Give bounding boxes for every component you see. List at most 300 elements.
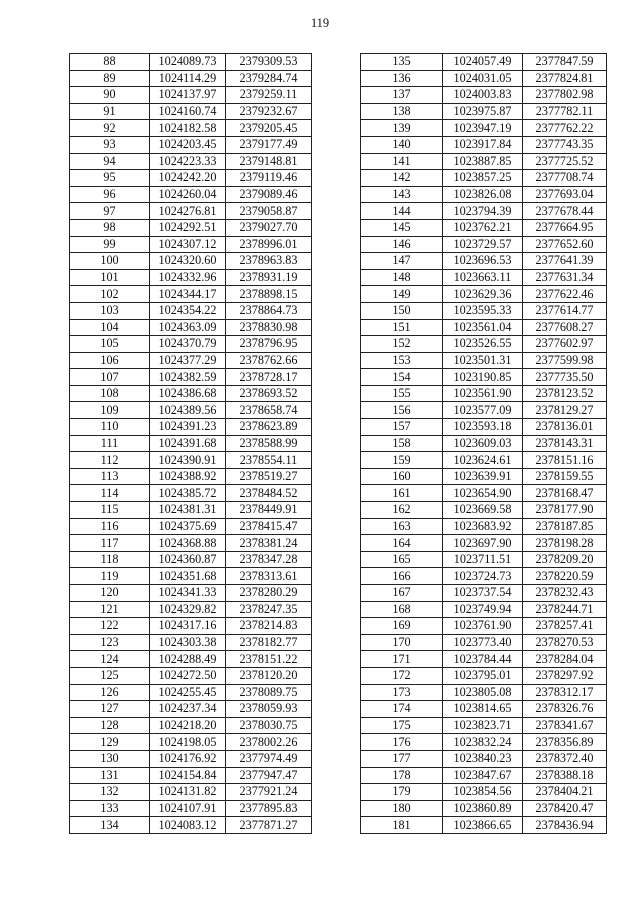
x-coordinate-cell: 1024288.49: [150, 651, 226, 668]
point-number-cell: 88: [70, 54, 150, 71]
x-coordinate-cell: 1024276.81: [150, 203, 226, 220]
table-row: [70, 419, 312, 436]
y-coordinate-cell: 2378159.55: [523, 468, 607, 485]
point-number-cell: 168: [361, 601, 443, 618]
x-coordinate-cell: 1024391.23: [150, 419, 226, 436]
point-number-cell: 149: [361, 286, 443, 303]
y-coordinate-cell: 2378270.53: [523, 634, 607, 651]
x-coordinate-cell: 1023629.36: [443, 286, 523, 303]
point-number-cell: 106: [70, 352, 150, 369]
point-number-cell: 156: [361, 402, 443, 419]
point-number-cell: 176: [361, 734, 443, 751]
x-coordinate-cell: 1023866.65: [443, 817, 523, 834]
y-coordinate-cell: 2378151.22: [226, 651, 312, 668]
table-row: [70, 601, 312, 618]
table-row: [70, 634, 312, 651]
table-row: [361, 800, 607, 817]
x-coordinate-cell: 1023761.90: [443, 618, 523, 635]
x-coordinate-cell: 1024203.45: [150, 136, 226, 153]
point-number-cell: 162: [361, 502, 443, 519]
y-coordinate-cell: 2378326.76: [523, 701, 607, 718]
x-coordinate-cell: 1023577.09: [443, 402, 523, 419]
y-coordinate-cell: 2378151.16: [523, 452, 607, 469]
y-coordinate-cell: 2377631.34: [523, 269, 607, 286]
point-number-cell: 172: [361, 667, 443, 684]
table-row: [70, 236, 312, 253]
y-coordinate-cell: 2378177.90: [523, 502, 607, 519]
x-coordinate-cell: 1023794.39: [443, 203, 523, 220]
y-coordinate-cell: 2378762.66: [226, 352, 312, 369]
table-row: [361, 585, 607, 602]
y-coordinate-cell: 2377652.60: [523, 236, 607, 253]
point-number-cell: 167: [361, 585, 443, 602]
point-number-cell: 104: [70, 319, 150, 336]
y-coordinate-cell: 2378588.99: [226, 435, 312, 452]
x-coordinate-cell: 1024089.73: [150, 54, 226, 71]
table-row: [361, 369, 607, 386]
table-row: [70, 750, 312, 767]
point-number-cell: 181: [361, 817, 443, 834]
x-coordinate-cell: 1023857.25: [443, 170, 523, 187]
y-coordinate-cell: 2378198.28: [523, 535, 607, 552]
y-coordinate-cell: 2377847.59: [523, 54, 607, 71]
x-coordinate-cell: 1024223.33: [150, 153, 226, 170]
point-number-cell: 157: [361, 419, 443, 436]
table-row: [70, 70, 312, 87]
x-coordinate-cell: 1023711.51: [443, 551, 523, 568]
y-coordinate-cell: 2378519.27: [226, 468, 312, 485]
table-row: [361, 236, 607, 253]
y-coordinate-cell: 2378404.21: [523, 784, 607, 801]
table-row: [361, 103, 607, 120]
table-row: [70, 319, 312, 336]
y-coordinate-cell: 2378415.47: [226, 518, 312, 535]
table-row: [361, 468, 607, 485]
point-number-cell: 144: [361, 203, 443, 220]
x-coordinate-cell: 1023854.56: [443, 784, 523, 801]
point-number-cell: 97: [70, 203, 150, 220]
x-coordinate-cell: 1024107.91: [150, 800, 226, 817]
table-row: [70, 568, 312, 585]
table-row: [361, 701, 607, 718]
table-row: [70, 701, 312, 718]
x-coordinate-cell: 1024031.05: [443, 70, 523, 87]
x-coordinate-cell: 1024351.68: [150, 568, 226, 585]
y-coordinate-cell: 2377802.98: [523, 87, 607, 104]
point-number-cell: 133: [70, 800, 150, 817]
y-coordinate-cell: 2377641.39: [523, 253, 607, 270]
y-coordinate-cell: 2377974.49: [226, 750, 312, 767]
table-row: [361, 551, 607, 568]
point-number-cell: 101: [70, 269, 150, 286]
x-coordinate-cell: 1024114.29: [150, 70, 226, 87]
x-coordinate-cell: 1023669.58: [443, 502, 523, 519]
coordinates-table-left: [69, 53, 312, 834]
table-row: [70, 502, 312, 519]
y-coordinate-cell: 2378484.52: [226, 485, 312, 502]
x-coordinate-cell: 1023749.94: [443, 601, 523, 618]
point-number-cell: 163: [361, 518, 443, 535]
x-coordinate-cell: 1024218.20: [150, 717, 226, 734]
x-coordinate-cell: 1024176.92: [150, 750, 226, 767]
y-coordinate-cell: 2377762.22: [523, 120, 607, 137]
point-number-cell: 173: [361, 684, 443, 701]
y-coordinate-cell: 2379232.67: [226, 103, 312, 120]
point-number-cell: 136: [361, 70, 443, 87]
table-row: [361, 203, 607, 220]
x-coordinate-cell: 1023917.84: [443, 136, 523, 153]
point-number-cell: 117: [70, 535, 150, 552]
x-coordinate-cell: 1023654.90: [443, 485, 523, 502]
y-coordinate-cell: 2377602.97: [523, 336, 607, 353]
y-coordinate-cell: 2377622.46: [523, 286, 607, 303]
table-row: [70, 269, 312, 286]
x-coordinate-cell: 1024386.68: [150, 385, 226, 402]
point-number-cell: 175: [361, 717, 443, 734]
x-coordinate-cell: 1024375.69: [150, 518, 226, 535]
point-number-cell: 179: [361, 784, 443, 801]
x-coordinate-cell: 1023784.44: [443, 651, 523, 668]
y-coordinate-cell: 2378209.20: [523, 551, 607, 568]
table-row: [361, 651, 607, 668]
table-row: [361, 734, 607, 751]
table-row: [70, 535, 312, 552]
table-row: [70, 435, 312, 452]
table-row: [361, 634, 607, 651]
y-coordinate-cell: 2378436.94: [523, 817, 607, 834]
point-number-cell: 112: [70, 452, 150, 469]
table-row: [70, 369, 312, 386]
table-row: [361, 767, 607, 784]
point-number-cell: 164: [361, 535, 443, 552]
point-number-cell: 141: [361, 153, 443, 170]
x-coordinate-cell: 1024317.16: [150, 618, 226, 635]
x-coordinate-cell: 1023773.40: [443, 634, 523, 651]
table-row: [70, 817, 312, 834]
x-coordinate-cell: 1023762.21: [443, 219, 523, 236]
point-number-cell: 98: [70, 219, 150, 236]
point-number-cell: 169: [361, 618, 443, 635]
y-coordinate-cell: 2378220.59: [523, 568, 607, 585]
point-number-cell: 146: [361, 236, 443, 253]
x-coordinate-cell: 1023190.85: [443, 369, 523, 386]
x-coordinate-cell: 1023805.08: [443, 684, 523, 701]
x-coordinate-cell: 1023840.23: [443, 750, 523, 767]
y-coordinate-cell: 2378136.01: [523, 419, 607, 436]
point-number-cell: 123: [70, 634, 150, 651]
y-coordinate-cell: 2378123.52: [523, 385, 607, 402]
point-number-cell: 125: [70, 667, 150, 684]
x-coordinate-cell: 1024083.12: [150, 817, 226, 834]
table-row: [361, 302, 607, 319]
y-coordinate-cell: 2377693.04: [523, 186, 607, 203]
point-number-cell: 142: [361, 170, 443, 187]
table-row: [361, 817, 607, 834]
y-coordinate-cell: 2378388.18: [523, 767, 607, 784]
x-coordinate-cell: 1023947.19: [443, 120, 523, 137]
table-row: [361, 352, 607, 369]
table-row: [70, 120, 312, 137]
y-coordinate-cell: 2378372.40: [523, 750, 607, 767]
point-number-cell: 139: [361, 120, 443, 137]
point-number-cell: 134: [70, 817, 150, 834]
y-coordinate-cell: 2379205.45: [226, 120, 312, 137]
y-coordinate-cell: 2378623.89: [226, 419, 312, 436]
point-number-cell: 137: [361, 87, 443, 104]
table-row: [70, 468, 312, 485]
coordinates-table-right: [360, 53, 607, 834]
point-number-cell: 128: [70, 717, 150, 734]
y-coordinate-cell: 2378313.61: [226, 568, 312, 585]
table-row: [70, 717, 312, 734]
point-number-cell: 153: [361, 352, 443, 369]
y-coordinate-cell: 2379027.70: [226, 219, 312, 236]
x-coordinate-cell: 1024377.29: [150, 352, 226, 369]
y-coordinate-cell: 2378356.89: [523, 734, 607, 751]
y-coordinate-cell: 2377678.44: [523, 203, 607, 220]
table-row: [361, 518, 607, 535]
point-number-cell: 99: [70, 236, 150, 253]
y-coordinate-cell: 2378232.43: [523, 585, 607, 602]
point-number-cell: 89: [70, 70, 150, 87]
x-coordinate-cell: 1024003.83: [443, 87, 523, 104]
table-row: [70, 103, 312, 120]
point-number-cell: 161: [361, 485, 443, 502]
table-row: [70, 170, 312, 187]
y-coordinate-cell: 2378089.75: [226, 684, 312, 701]
y-coordinate-cell: 2378796.95: [226, 336, 312, 353]
y-coordinate-cell: 2377664.95: [523, 219, 607, 236]
point-number-cell: 92: [70, 120, 150, 137]
table-row: [70, 352, 312, 369]
point-number-cell: 122: [70, 618, 150, 635]
table-row: [361, 186, 607, 203]
x-coordinate-cell: 1024320.60: [150, 253, 226, 270]
point-number-cell: 91: [70, 103, 150, 120]
table-row: [361, 435, 607, 452]
table-row: [70, 385, 312, 402]
table-row: [70, 136, 312, 153]
x-coordinate-cell: 1024154.84: [150, 767, 226, 784]
point-number-cell: 119: [70, 568, 150, 585]
table-row: [70, 734, 312, 751]
table-row: [70, 518, 312, 535]
x-coordinate-cell: 1023609.03: [443, 435, 523, 452]
x-coordinate-cell: 1023683.92: [443, 518, 523, 535]
x-coordinate-cell: 1023501.31: [443, 352, 523, 369]
x-coordinate-cell: 1024198.05: [150, 734, 226, 751]
table-row: [70, 286, 312, 303]
table-row: [70, 54, 312, 71]
table-row: [70, 667, 312, 684]
point-number-cell: 138: [361, 103, 443, 120]
y-coordinate-cell: 2377725.52: [523, 153, 607, 170]
point-number-cell: 170: [361, 634, 443, 651]
point-number-cell: 93: [70, 136, 150, 153]
x-coordinate-cell: 1024368.88: [150, 535, 226, 552]
x-coordinate-cell: 1024381.31: [150, 502, 226, 519]
point-number-cell: 132: [70, 784, 150, 801]
table-row: [70, 153, 312, 170]
y-coordinate-cell: 2378129.27: [523, 402, 607, 419]
x-coordinate-cell: 1023595.33: [443, 302, 523, 319]
table-row: [361, 601, 607, 618]
y-coordinate-cell: 2378341.67: [523, 717, 607, 734]
y-coordinate-cell: 2378420.47: [523, 800, 607, 817]
point-number-cell: 145: [361, 219, 443, 236]
table-row: [361, 54, 607, 71]
y-coordinate-cell: 2378002.26: [226, 734, 312, 751]
point-number-cell: 107: [70, 369, 150, 386]
y-coordinate-cell: 2377599.98: [523, 352, 607, 369]
point-number-cell: 154: [361, 369, 443, 386]
table-row: [70, 336, 312, 353]
x-coordinate-cell: 1024341.33: [150, 585, 226, 602]
table-row: [361, 120, 607, 137]
x-coordinate-cell: 1024385.72: [150, 485, 226, 502]
table-row: [70, 402, 312, 419]
point-number-cell: 165: [361, 551, 443, 568]
y-coordinate-cell: 2379089.46: [226, 186, 312, 203]
point-number-cell: 116: [70, 518, 150, 535]
y-coordinate-cell: 2377708.74: [523, 170, 607, 187]
x-coordinate-cell: 1024382.59: [150, 369, 226, 386]
x-coordinate-cell: 1023826.08: [443, 186, 523, 203]
point-number-cell: 124: [70, 651, 150, 668]
y-coordinate-cell: 2378059.93: [226, 701, 312, 718]
y-coordinate-cell: 2379284.74: [226, 70, 312, 87]
point-number-cell: 180: [361, 800, 443, 817]
x-coordinate-cell: 1023832.24: [443, 734, 523, 751]
y-coordinate-cell: 2378214.83: [226, 618, 312, 635]
table-row: [70, 651, 312, 668]
y-coordinate-cell: 2377608.27: [523, 319, 607, 336]
page-number: 119: [310, 16, 330, 30]
y-coordinate-cell: 2377947.47: [226, 767, 312, 784]
table-row: [70, 585, 312, 602]
y-coordinate-cell: 2379058.87: [226, 203, 312, 220]
table-row: [361, 452, 607, 469]
x-coordinate-cell: 1024137.97: [150, 87, 226, 104]
point-number-cell: 166: [361, 568, 443, 585]
x-coordinate-cell: 1024360.87: [150, 551, 226, 568]
table-row: [361, 385, 607, 402]
y-coordinate-cell: 2378187.85: [523, 518, 607, 535]
y-coordinate-cell: 2378257.41: [523, 618, 607, 635]
y-coordinate-cell: 2378247.35: [226, 601, 312, 618]
table-row: [361, 153, 607, 170]
point-number-cell: 171: [361, 651, 443, 668]
x-coordinate-cell: 1024131.82: [150, 784, 226, 801]
x-coordinate-cell: 1023795.01: [443, 667, 523, 684]
y-coordinate-cell: 2378347.28: [226, 551, 312, 568]
point-number-cell: 114: [70, 485, 150, 502]
x-coordinate-cell: 1023697.90: [443, 535, 523, 552]
y-coordinate-cell: 2378963.83: [226, 253, 312, 270]
y-coordinate-cell: 2378312.17: [523, 684, 607, 701]
table-row: [361, 784, 607, 801]
x-coordinate-cell: 1024057.49: [443, 54, 523, 71]
y-coordinate-cell: 2378120.20: [226, 667, 312, 684]
table-row: [70, 767, 312, 784]
table-row: [361, 336, 607, 353]
table-row: [361, 136, 607, 153]
point-number-cell: 158: [361, 435, 443, 452]
y-coordinate-cell: 2379259.11: [226, 87, 312, 104]
y-coordinate-cell: 2377921.24: [226, 784, 312, 801]
point-number-cell: 120: [70, 585, 150, 602]
x-coordinate-cell: 1023624.61: [443, 452, 523, 469]
x-coordinate-cell: 1023593.18: [443, 419, 523, 436]
table-row: [361, 319, 607, 336]
y-coordinate-cell: 2378898.15: [226, 286, 312, 303]
table-row: [361, 70, 607, 87]
x-coordinate-cell: 1024307.12: [150, 236, 226, 253]
point-number-cell: 150: [361, 302, 443, 319]
x-coordinate-cell: 1024363.09: [150, 319, 226, 336]
x-coordinate-cell: 1024391.68: [150, 435, 226, 452]
point-number-cell: 110: [70, 419, 150, 436]
point-number-cell: 94: [70, 153, 150, 170]
x-coordinate-cell: 1023696.53: [443, 253, 523, 270]
table-row: [361, 419, 607, 436]
point-number-cell: 143: [361, 186, 443, 203]
table-row: [361, 717, 607, 734]
x-coordinate-cell: 1023639.91: [443, 468, 523, 485]
table-row: [70, 684, 312, 701]
y-coordinate-cell: 2377824.81: [523, 70, 607, 87]
table-row: [70, 302, 312, 319]
x-coordinate-cell: 1024260.04: [150, 186, 226, 203]
x-coordinate-cell: 1023975.87: [443, 103, 523, 120]
point-number-cell: 103: [70, 302, 150, 319]
table-row: [361, 253, 607, 270]
table-row: [70, 618, 312, 635]
x-coordinate-cell: 1024354.22: [150, 302, 226, 319]
x-coordinate-cell: 1024292.51: [150, 219, 226, 236]
table-row: [70, 800, 312, 817]
y-coordinate-cell: 2378030.75: [226, 717, 312, 734]
x-coordinate-cell: 1024389.56: [150, 402, 226, 419]
table-row: [70, 485, 312, 502]
table-row: [361, 219, 607, 236]
y-coordinate-cell: 2378554.11: [226, 452, 312, 469]
x-coordinate-cell: 1024332.96: [150, 269, 226, 286]
x-coordinate-cell: 1023814.65: [443, 701, 523, 718]
y-coordinate-cell: 2378830.98: [226, 319, 312, 336]
point-number-cell: 129: [70, 734, 150, 751]
y-coordinate-cell: 2377743.35: [523, 136, 607, 153]
y-coordinate-cell: 2379177.49: [226, 136, 312, 153]
y-coordinate-cell: 2378931.19: [226, 269, 312, 286]
point-number-cell: 111: [70, 435, 150, 452]
table-row: [361, 684, 607, 701]
table-row: [70, 186, 312, 203]
y-coordinate-cell: 2378658.74: [226, 402, 312, 419]
point-number-cell: 90: [70, 87, 150, 104]
point-number-cell: 115: [70, 502, 150, 519]
x-coordinate-cell: 1024303.38: [150, 634, 226, 651]
table-row: [70, 87, 312, 104]
point-number-cell: 151: [361, 319, 443, 336]
point-number-cell: 113: [70, 468, 150, 485]
table-row: [361, 568, 607, 585]
table-row: [70, 219, 312, 236]
x-coordinate-cell: 1023887.85: [443, 153, 523, 170]
y-coordinate-cell: 2377735.50: [523, 369, 607, 386]
y-coordinate-cell: 2379309.53: [226, 54, 312, 71]
x-coordinate-cell: 1023561.04: [443, 319, 523, 336]
